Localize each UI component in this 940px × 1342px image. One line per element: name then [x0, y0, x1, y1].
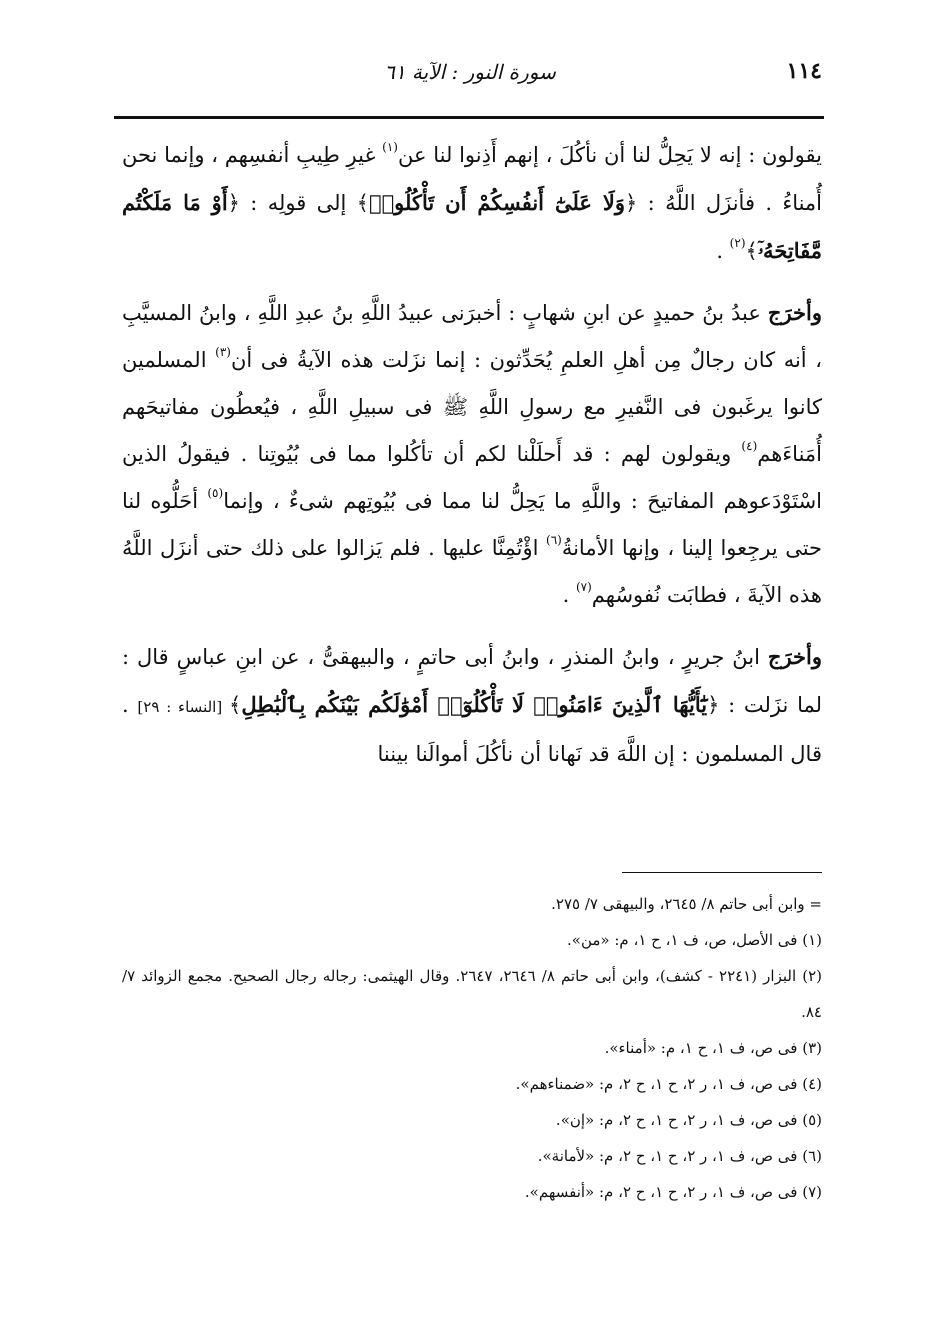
footnote-continuation: = وابن أبى حاتم ٨/ ٢٦٤٥، والبيهقى ٧/ ٢٧٥. — [551, 895, 822, 913]
footnote-marker-5: (٥) — [207, 486, 224, 500]
footnote-1: (١) فى الأصل، ص، ف ١، ح ١، م: «من». — [567, 931, 822, 949]
footnote-2: (٢) البزار (٢٢٤١ - كشف)، وابن أبى حاتم ٨/ ٢٦٤٦، ٢٦٤٧. وقال الهيثمى: رجاله رجال الصحيح. مجمع الزوائد ٧/ ٨٤. — [122, 967, 822, 1021]
paragraph-2 — [122, 289, 822, 619]
page-number: ١١٤ — [786, 58, 822, 84]
footnote-5: (٥) فى ص، ف ١، ر ٢، ح ١، ح ٢، م: «إن». — [555, 1111, 822, 1129]
paragraph-1-text: غيرِ طِيبِ أنفسِهم ، وإنما نحن أُمناءُ . فأنزَل اللَّهُ : — [122, 143, 823, 215]
paragraph-1-end: . — [716, 239, 730, 263]
running-header — [118, 58, 822, 98]
ayah-open-bracket: ﴿ — [227, 191, 240, 215]
footnote-divider — [622, 872, 822, 873]
footnote-marker-3: (٣) — [215, 345, 231, 359]
paragraph-2-text: أحَلُّوه لنا حتى يرجِعوا إلينا ، وإنها الأمانةُ — [122, 489, 823, 560]
footnote-3: (٣) فى ص، ف ١، ح ١، م: «أمناء». — [604, 1039, 822, 1057]
main-text — [122, 132, 822, 792]
footnote-marker-6: (٦) — [546, 533, 562, 547]
footnote-6: (٦) فى ص، ف ١، ر ٢، ح ١، ح ٢، م: «لأمانة». — [537, 1147, 822, 1165]
paragraph-lead-word: وأخرَج — [767, 300, 822, 325]
quran-verse: يَٰٓأَيُّهَا ٱلَّذِينَ ءَامَنُوا۟ لَا تَأْكُلُوٓا۟ أَمْوَٰلَكُم بَيْنَكُم بِٱلْبَٰطِلِ — [241, 692, 708, 717]
header-divider — [114, 116, 824, 119]
quran-verse: وَلَا عَلَىٰٓ أَنفُسِكُمْ أَن تَأْكُلُوا۟ — [368, 190, 626, 215]
paragraph-3 — [122, 633, 822, 778]
paragraph-2-end: . — [562, 583, 576, 607]
footnote-marker-2: (٢) — [729, 236, 746, 250]
paragraph-2-text: عبدُ بنُ حميدٍ عن ابنِ شهابٍ : أخبرَنى عبيدُ اللَّهِ بنُ عبدِ اللَّهِ ، وابنُ المسيَّبِ ، أنه كان رجالٌ مِن أهلِ العلمِ يُحَدِّثون : إنما نزَلت هذه الآيةُ فى أن — [122, 301, 823, 372]
footnote-marker-1: (١) — [382, 140, 398, 154]
footnote-marker-4: (٤) — [741, 439, 758, 453]
header-title: سورة النور : الآية ٦١ — [384, 60, 556, 84]
quran-verse: أَوْ مَا مَلَكْتُم مَّفَاتِحَهُۥٓ — [122, 190, 822, 263]
paragraph-1-text: يقولون : إنه لا يَحِلُّ لنا أن نأكُلَ ، إنهم أَذِنوا لنا عن — [397, 143, 822, 167]
paragraph-lead-word: وأخرَج — [767, 644, 822, 669]
ayah-open-bracket: ﴿ — [625, 191, 638, 215]
footnote-4: (٤) فى ص، ف ١، ر ٢، ح ١، ح ٢، م: «ضمناءهم». — [515, 1075, 822, 1093]
ayah-open-bracket: ﴿ — [707, 693, 720, 717]
paragraph-2-text: المسلمين كانوا يرغَبون فى النَّفيرِ مع رسولِ اللَّهِ ﷺ فى سبيلِ اللَّهِ ، فيُعطُون مفاتيحَهم أُمَناءَهم — [122, 348, 822, 466]
ayah-close-bracket: ﴾ — [229, 693, 242, 717]
paragraph-2-text: اؤْتُمِنَّا عليها . فلم يَزالوا على ذلك حتى أنزَل اللَّهُ هذه الآيةَ ، فطابَت نُفوسُهم — [122, 536, 822, 607]
verse-reference: [النساء : ٢٩] — [137, 698, 229, 716]
paragraph-2-text: ويقولون لهم : قد أَحلَلْنا لكم أن تأكُلوا مما فى بُيُوتِنا . فيقولُ الذين اسْتَوْدَعوهم المفاتيحَ : واللَّهِ ما يَحِلُّ لنا مما فى بُيُوتِهم شىءٌ ، وإنما — [122, 442, 822, 513]
paragraph-1-text: إلى قولِه : — [239, 191, 357, 215]
paragraph-3-text: . قال المسلمون : إن اللَّهَ قد نَهانا أن نأكُلَ أموالَنا بيننا — [122, 693, 822, 766]
footnotes — [122, 886, 822, 1210]
paragraph-3-text: ابنُ جريرٍ ، وابنُ المنذرِ ، وابنُ أبى حاتمٍ ، والبيهقىُّ ، عن ابنِ عباسٍ قال : لما نزَلت : — [122, 645, 823, 717]
footnote-7: (٧) فى ص، ف ١، ر ٢، ح ١، ح ٢، م: «أنفسهم». — [524, 1183, 822, 1201]
ayah-close-bracket: ﴾ — [356, 191, 369, 215]
ayah-close-bracket: ﴾ — [745, 239, 758, 263]
footnote-marker-7: (٧) — [575, 580, 592, 594]
paragraph-1 — [122, 132, 822, 275]
